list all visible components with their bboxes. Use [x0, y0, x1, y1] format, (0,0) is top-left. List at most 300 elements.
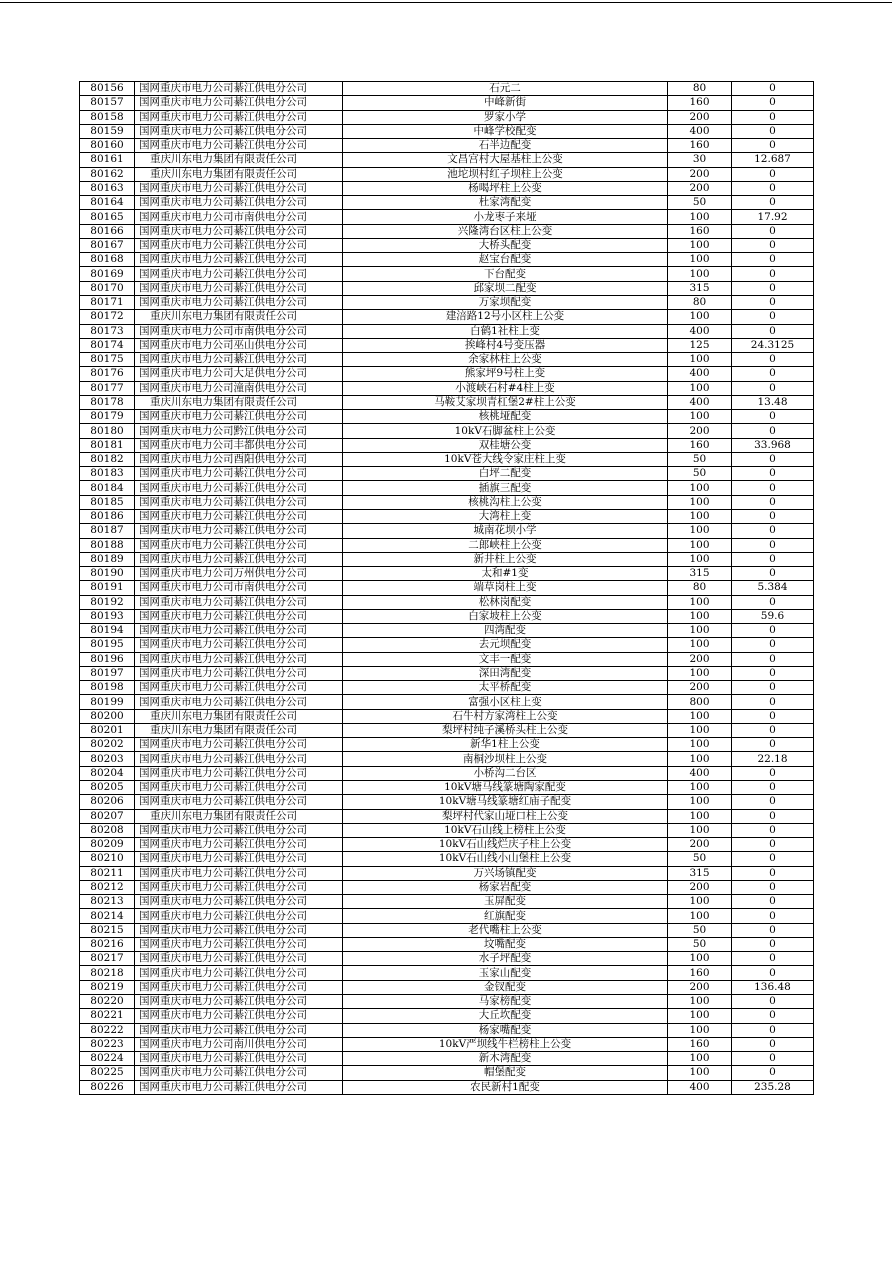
capacity-cell: 200 — [668, 880, 732, 894]
transformer-name-cell: 万兴场镇配变 — [343, 866, 668, 880]
table-row — [80, 666, 814, 680]
value-cell: 59.6 — [732, 609, 814, 623]
value-cell: 0 — [732, 838, 814, 852]
table-row — [80, 153, 814, 167]
value-cell: 0 — [732, 1037, 814, 1051]
table-row — [80, 196, 814, 210]
table-row — [80, 567, 814, 581]
row-id-cell: 80185 — [80, 495, 135, 509]
capacity-cell: 200 — [668, 980, 732, 994]
company-cell: 国网重庆市电力公司綦江供电分公司 — [135, 1066, 343, 1080]
row-id-cell: 80170 — [80, 281, 135, 295]
transformer-name-cell: 杨喝坪柱上公变 — [343, 181, 668, 195]
transformer-name-cell: 白坪二配变 — [343, 467, 668, 481]
transformer-name-cell: 10kV苍大线令家庄柱上变 — [343, 452, 668, 466]
value-cell: 0 — [732, 110, 814, 124]
value-cell: 0 — [732, 937, 814, 951]
value-cell: 0 — [732, 795, 814, 809]
table-row — [80, 1023, 814, 1037]
table-row — [80, 267, 814, 281]
table-row — [80, 124, 814, 138]
table-row — [80, 980, 814, 994]
company-cell: 国网重庆市电力公司綦江供电分公司 — [135, 595, 343, 609]
value-cell: 0 — [732, 424, 814, 438]
company-cell: 国网重庆市电力公司綦江供电分公司 — [135, 181, 343, 195]
transformer-name-cell: 双桂塘公变 — [343, 438, 668, 452]
capacity-cell: 160 — [668, 96, 732, 110]
row-id-cell: 80218 — [80, 966, 135, 980]
row-id-cell: 80208 — [80, 823, 135, 837]
value-cell: 0 — [732, 181, 814, 195]
transformer-name-cell: 石元二 — [343, 82, 668, 96]
value-cell: 0 — [732, 552, 814, 566]
value-cell: 0 — [732, 923, 814, 937]
capacity-cell: 100 — [668, 666, 732, 680]
transformer-name-cell: 新华1柱上公变 — [343, 738, 668, 752]
company-cell: 国网重庆市电力公司綦江供电分公司 — [135, 652, 343, 666]
transformer-name-cell: 玉家山配变 — [343, 966, 668, 980]
value-cell: 0 — [732, 281, 814, 295]
row-id-cell: 80192 — [80, 595, 135, 609]
row-id-cell: 80223 — [80, 1037, 135, 1051]
value-cell: 0 — [732, 709, 814, 723]
value-cell: 235.28 — [732, 1080, 814, 1094]
table-row — [80, 766, 814, 780]
transformer-name-cell: 端草岗柱上变 — [343, 581, 668, 595]
company-cell: 国网重庆市电力公司綦江供电分公司 — [135, 538, 343, 552]
table-row — [80, 823, 814, 837]
transformer-name-cell: 熊家坪9号柱上变 — [343, 367, 668, 381]
capacity-cell: 100 — [668, 410, 732, 424]
capacity-cell: 100 — [668, 210, 732, 224]
value-cell: 0 — [732, 82, 814, 96]
capacity-cell: 400 — [668, 395, 732, 409]
transformer-name-cell: 兴隆湾台区柱上公变 — [343, 224, 668, 238]
company-cell: 国网重庆市电力公司綦江供电分公司 — [135, 823, 343, 837]
company-cell: 国网重庆市电力公司綦江供电分公司 — [135, 766, 343, 780]
row-id-cell: 80213 — [80, 895, 135, 909]
value-cell: 0 — [732, 638, 814, 652]
company-cell: 国网重庆市电力公司綦江供电分公司 — [135, 253, 343, 267]
row-id-cell: 80203 — [80, 752, 135, 766]
capacity-cell: 100 — [668, 524, 732, 538]
transformer-name-cell: 中峰新街 — [343, 96, 668, 110]
table-row — [80, 481, 814, 495]
row-id-cell: 80156 — [80, 82, 135, 96]
value-cell: 0 — [732, 139, 814, 153]
value-cell: 0 — [732, 723, 814, 737]
row-id-cell: 80226 — [80, 1080, 135, 1094]
capacity-cell: 400 — [668, 1080, 732, 1094]
company-cell: 国网重庆市电力公司綦江供电分公司 — [135, 196, 343, 210]
capacity-cell: 80 — [668, 581, 732, 595]
capacity-cell: 100 — [668, 895, 732, 909]
transformer-name-cell: 10kV石山线上榜柱上公变 — [343, 823, 668, 837]
transformer-name-cell: 石牛村方家湾柱上公变 — [343, 709, 668, 723]
capacity-cell: 200 — [668, 181, 732, 195]
company-cell: 国网重庆市电力公司綦江供电分公司 — [135, 852, 343, 866]
value-cell: 0 — [732, 167, 814, 181]
company-cell: 国网重庆市电力公司綦江供电分公司 — [135, 866, 343, 880]
value-cell: 0 — [732, 224, 814, 238]
transformer-name-cell: 10kV塘马线篆塘陶家配变 — [343, 781, 668, 795]
transformer-name-cell: 建涪路12号小区柱上公变 — [343, 310, 668, 324]
capacity-cell: 100 — [668, 624, 732, 638]
table-row — [80, 167, 814, 181]
company-cell: 国网重庆市电力公司巫山供电分公司 — [135, 338, 343, 352]
row-id-cell: 80179 — [80, 410, 135, 424]
row-id-cell: 80188 — [80, 538, 135, 552]
table-row — [80, 224, 814, 238]
table-row — [80, 310, 814, 324]
row-id-cell: 80176 — [80, 367, 135, 381]
transformer-name-cell: 插旗三配变 — [343, 481, 668, 495]
row-id-cell: 80221 — [80, 1009, 135, 1023]
value-cell: 0 — [732, 381, 814, 395]
company-cell: 国网重庆市电力公司綦江供电分公司 — [135, 895, 343, 909]
value-cell: 13.48 — [732, 395, 814, 409]
capacity-cell: 100 — [668, 738, 732, 752]
table-row — [80, 538, 814, 552]
company-cell: 国网重庆市电力公司綦江供电分公司 — [135, 937, 343, 951]
capacity-cell: 30 — [668, 153, 732, 167]
row-id-cell: 80197 — [80, 666, 135, 680]
table-row — [80, 381, 814, 395]
capacity-cell: 160 — [668, 966, 732, 980]
company-cell: 国网重庆市电力公司綦江供电分公司 — [135, 795, 343, 809]
value-cell: 0 — [732, 852, 814, 866]
value-cell: 136.48 — [732, 980, 814, 994]
row-id-cell: 80189 — [80, 552, 135, 566]
capacity-cell: 100 — [668, 1009, 732, 1023]
row-id-cell: 80225 — [80, 1066, 135, 1080]
capacity-cell: 200 — [668, 167, 732, 181]
value-cell: 33.968 — [732, 438, 814, 452]
table-row — [80, 552, 814, 566]
row-id-cell: 80217 — [80, 952, 135, 966]
row-id-cell: 80166 — [80, 224, 135, 238]
row-id-cell: 80172 — [80, 310, 135, 324]
value-cell: 0 — [732, 124, 814, 138]
table-row — [80, 923, 814, 937]
table-row — [80, 110, 814, 124]
transformer-name-cell: 10kV石山线小山堡柱上公变 — [343, 852, 668, 866]
table-row — [80, 139, 814, 153]
transformer-name-cell: 10kV塘马线篆塘红庙子配变 — [343, 795, 668, 809]
transformer-name-cell: 赵宝台配变 — [343, 253, 668, 267]
table-row — [80, 795, 814, 809]
value-cell: 0 — [732, 781, 814, 795]
row-id-cell: 80165 — [80, 210, 135, 224]
table-row — [80, 424, 814, 438]
table-row — [80, 652, 814, 666]
capacity-cell: 80 — [668, 295, 732, 309]
row-id-cell: 80187 — [80, 524, 135, 538]
transformer-name-cell: 杨家岩配变 — [343, 880, 668, 894]
row-id-cell: 80173 — [80, 324, 135, 338]
value-cell: 0 — [732, 538, 814, 552]
value-cell: 0 — [732, 467, 814, 481]
table-row — [80, 238, 814, 252]
capacity-cell: 200 — [668, 424, 732, 438]
company-cell: 国网重庆市电力公司綦江供电分公司 — [135, 495, 343, 509]
company-cell: 国网重庆市电力公司綦江供电分公司 — [135, 353, 343, 367]
row-id-cell: 80171 — [80, 295, 135, 309]
company-cell: 国网重庆市电力公司綦江供电分公司 — [135, 124, 343, 138]
value-cell: 0 — [732, 295, 814, 309]
row-id-cell: 80199 — [80, 695, 135, 709]
capacity-cell: 50 — [668, 937, 732, 951]
company-cell: 国网重庆市电力公司市南供电分公司 — [135, 210, 343, 224]
capacity-cell: 100 — [668, 552, 732, 566]
value-cell: 0 — [732, 524, 814, 538]
company-cell: 国网重庆市电力公司綦江供电分公司 — [135, 609, 343, 623]
capacity-cell: 100 — [668, 310, 732, 324]
value-cell: 0 — [732, 695, 814, 709]
value-cell: 0 — [732, 995, 814, 1009]
transformer-name-cell: 10kV严坝线牛栏榜柱上公变 — [343, 1037, 668, 1051]
transformer-name-cell: 太平桥配变 — [343, 681, 668, 695]
capacity-cell: 100 — [668, 495, 732, 509]
row-id-cell: 80194 — [80, 624, 135, 638]
company-cell: 国网重庆市电力公司酉阳供电分公司 — [135, 452, 343, 466]
table-row — [80, 895, 814, 909]
row-id-cell: 80200 — [80, 709, 135, 723]
capacity-cell: 100 — [668, 1066, 732, 1080]
capacity-cell: 160 — [668, 139, 732, 153]
transformer-name-cell: 马鞍艾家坝青杠堡2#柱上公变 — [343, 395, 668, 409]
value-cell: 0 — [732, 310, 814, 324]
value-cell: 0 — [732, 909, 814, 923]
company-cell: 国网重庆市电力公司綦江供电分公司 — [135, 467, 343, 481]
table-row — [80, 723, 814, 737]
company-cell: 重庆川东电力集团有限责任公司 — [135, 153, 343, 167]
company-cell: 重庆川东电力集团有限责任公司 — [135, 395, 343, 409]
row-id-cell: 80216 — [80, 937, 135, 951]
capacity-cell: 200 — [668, 838, 732, 852]
row-id-cell: 80195 — [80, 638, 135, 652]
company-cell: 国网重庆市电力公司綦江供电分公司 — [135, 923, 343, 937]
table-body — [80, 82, 814, 1095]
table-row — [80, 880, 814, 894]
company-cell: 重庆川东电力集团有限责任公司 — [135, 310, 343, 324]
value-cell: 0 — [732, 866, 814, 880]
value-cell: 0 — [732, 353, 814, 367]
transformer-name-cell: 老代嘴柱上公变 — [343, 923, 668, 937]
capacity-cell: 100 — [668, 381, 732, 395]
table-row — [80, 1052, 814, 1066]
company-cell: 国网重庆市电力公司綦江供电分公司 — [135, 738, 343, 752]
row-id-cell: 80168 — [80, 253, 135, 267]
company-cell: 国网重庆市电力公司綦江供电分公司 — [135, 980, 343, 994]
value-cell: 0 — [732, 196, 814, 210]
capacity-cell: 50 — [668, 452, 732, 466]
capacity-cell: 100 — [668, 723, 732, 737]
transformer-name-cell: 10kV石山线烂庆子柱上公变 — [343, 838, 668, 852]
table-row — [80, 738, 814, 752]
row-id-cell: 80204 — [80, 766, 135, 780]
value-cell: 0 — [732, 1009, 814, 1023]
value-cell: 0 — [732, 1052, 814, 1066]
transformer-name-cell: 杜家湾配变 — [343, 196, 668, 210]
transformer-name-cell: 松林岗配变 — [343, 595, 668, 609]
transformer-name-cell: 白鹤1社柱上变 — [343, 324, 668, 338]
transformer-name-cell: 梨坪村代家山垭口柱上公变 — [343, 809, 668, 823]
table-row — [80, 609, 814, 623]
company-cell: 国网重庆市电力公司綦江供电分公司 — [135, 638, 343, 652]
capacity-cell: 100 — [668, 909, 732, 923]
value-cell: 0 — [732, 880, 814, 894]
row-id-cell: 80224 — [80, 1052, 135, 1066]
company-cell: 国网重庆市电力公司綦江供电分公司 — [135, 1023, 343, 1037]
table-row — [80, 966, 814, 980]
transformer-name-cell: 10kV石脚盆柱上公变 — [343, 424, 668, 438]
transformer-name-cell: 大湾柱上变 — [343, 509, 668, 523]
capacity-cell: 125 — [668, 338, 732, 352]
company-cell: 国网重庆市电力公司綦江供电分公司 — [135, 552, 343, 566]
value-cell: 0 — [732, 267, 814, 281]
value-cell: 0 — [732, 452, 814, 466]
table-row — [80, 524, 814, 538]
table-row — [80, 1066, 814, 1080]
capacity-cell: 100 — [668, 823, 732, 837]
value-cell: 0 — [732, 652, 814, 666]
table-row — [80, 937, 814, 951]
value-cell: 17.92 — [732, 210, 814, 224]
row-id-cell: 80220 — [80, 995, 135, 1009]
transformer-name-cell: 去元坝配变 — [343, 638, 668, 652]
value-cell: 0 — [732, 410, 814, 424]
table-row — [80, 709, 814, 723]
table-row — [80, 909, 814, 923]
transformer-name-cell: 新井柱上公变 — [343, 552, 668, 566]
capacity-cell: 400 — [668, 766, 732, 780]
row-id-cell: 80214 — [80, 909, 135, 923]
row-id-cell: 80184 — [80, 481, 135, 495]
table-row — [80, 210, 814, 224]
table-row — [80, 838, 814, 852]
transformer-name-cell: 下台配变 — [343, 267, 668, 281]
company-cell: 国网重庆市电力公司市南供电分公司 — [135, 581, 343, 595]
capacity-cell: 100 — [668, 638, 732, 652]
transformer-name-cell: 小龙枣子来垭 — [343, 210, 668, 224]
row-id-cell: 80201 — [80, 723, 135, 737]
company-cell: 国网重庆市电力公司綦江供电分公司 — [135, 695, 343, 709]
transformer-name-cell: 太和#1变 — [343, 567, 668, 581]
row-id-cell: 80211 — [80, 866, 135, 880]
transformer-name-cell: 坟嘴配变 — [343, 937, 668, 951]
transformer-name-cell: 小渡峡石村#4柱上变 — [343, 381, 668, 395]
value-cell: 0 — [732, 238, 814, 252]
company-cell: 国网重庆市电力公司綦江供电分公司 — [135, 524, 343, 538]
table-row — [80, 467, 814, 481]
company-cell: 国网重庆市电力公司綦江供电分公司 — [135, 410, 343, 424]
row-id-cell: 80174 — [80, 338, 135, 352]
capacity-cell: 100 — [668, 353, 732, 367]
transformer-name-cell: 新木湾配变 — [343, 1052, 668, 1066]
value-cell: 0 — [732, 681, 814, 695]
capacity-cell: 100 — [668, 1023, 732, 1037]
capacity-cell: 100 — [668, 238, 732, 252]
transformer-name-cell: 玉屏配变 — [343, 895, 668, 909]
row-id-cell: 80219 — [80, 980, 135, 994]
row-id-cell: 80207 — [80, 809, 135, 823]
company-cell: 国网重庆市电力公司黔江供电分公司 — [135, 424, 343, 438]
company-cell: 国网重庆市电力公司綦江供电分公司 — [135, 966, 343, 980]
company-cell: 国网重庆市电力公司市南供电分公司 — [135, 324, 343, 338]
company-cell: 国网重庆市电力公司大足供电分公司 — [135, 367, 343, 381]
table-row — [80, 295, 814, 309]
row-id-cell: 80198 — [80, 681, 135, 695]
company-cell: 国网重庆市电力公司綦江供电分公司 — [135, 995, 343, 1009]
company-cell: 重庆川东电力集团有限责任公司 — [135, 709, 343, 723]
value-cell: 0 — [732, 595, 814, 609]
transformer-name-cell: 二郎峡柱上公变 — [343, 538, 668, 552]
table-row — [80, 367, 814, 381]
transformer-name-cell: 富强小区柱上变 — [343, 695, 668, 709]
transformer-name-cell: 邱家坝二配变 — [343, 281, 668, 295]
capacity-cell: 100 — [668, 752, 732, 766]
company-cell: 国网重庆市电力公司綦江供电分公司 — [135, 1080, 343, 1094]
capacity-cell: 160 — [668, 224, 732, 238]
row-id-cell: 80178 — [80, 395, 135, 409]
row-id-cell: 80161 — [80, 153, 135, 167]
company-cell: 国网重庆市电力公司綦江供电分公司 — [135, 509, 343, 523]
table-row — [80, 324, 814, 338]
value-cell: 0 — [732, 952, 814, 966]
company-cell: 国网重庆市电力公司綦江供电分公司 — [135, 752, 343, 766]
row-id-cell: 80177 — [80, 381, 135, 395]
company-cell: 国网重庆市电力公司綦江供电分公司 — [135, 909, 343, 923]
capacity-cell: 100 — [668, 1052, 732, 1066]
company-cell: 国网重庆市电力公司綦江供电分公司 — [135, 281, 343, 295]
row-id-cell: 80215 — [80, 923, 135, 937]
transformer-name-cell: 深田湾配变 — [343, 666, 668, 680]
table-row — [80, 96, 814, 110]
transformer-name-cell: 核桃垭配变 — [343, 410, 668, 424]
row-id-cell: 80163 — [80, 181, 135, 195]
table-row — [80, 624, 814, 638]
transformer-name-cell: 文昌宫村大屋基柱上公变 — [343, 153, 668, 167]
transformer-name-cell: 核桃沟柱上公变 — [343, 495, 668, 509]
row-id-cell: 80205 — [80, 781, 135, 795]
capacity-cell: 100 — [668, 509, 732, 523]
transformer-name-cell: 杨家嘴配变 — [343, 1023, 668, 1037]
transformer-table — [79, 81, 814, 1095]
company-cell: 国网重庆市电力公司綦江供电分公司 — [135, 1009, 343, 1023]
transformer-name-cell: 马家榜配变 — [343, 995, 668, 1009]
value-cell: 22.18 — [732, 752, 814, 766]
capacity-cell: 100 — [668, 538, 732, 552]
capacity-cell: 400 — [668, 124, 732, 138]
value-cell: 0 — [732, 966, 814, 980]
value-cell: 0 — [732, 1023, 814, 1037]
transformer-name-cell: 白家坡柱上公变 — [343, 609, 668, 623]
company-cell: 国网重庆市电力公司綦江供电分公司 — [135, 1052, 343, 1066]
row-id-cell: 80169 — [80, 267, 135, 281]
transformer-name-cell: 大桥头配变 — [343, 238, 668, 252]
capacity-cell: 50 — [668, 196, 732, 210]
table-row — [80, 353, 814, 367]
capacity-cell: 160 — [668, 1037, 732, 1051]
value-cell: 0 — [732, 766, 814, 780]
company-cell: 国网重庆市电力公司綦江供电分公司 — [135, 880, 343, 894]
table-row — [80, 781, 814, 795]
transformer-name-cell: 红旗配变 — [343, 909, 668, 923]
table-row — [80, 595, 814, 609]
row-id-cell: 80210 — [80, 852, 135, 866]
table-row — [80, 952, 814, 966]
